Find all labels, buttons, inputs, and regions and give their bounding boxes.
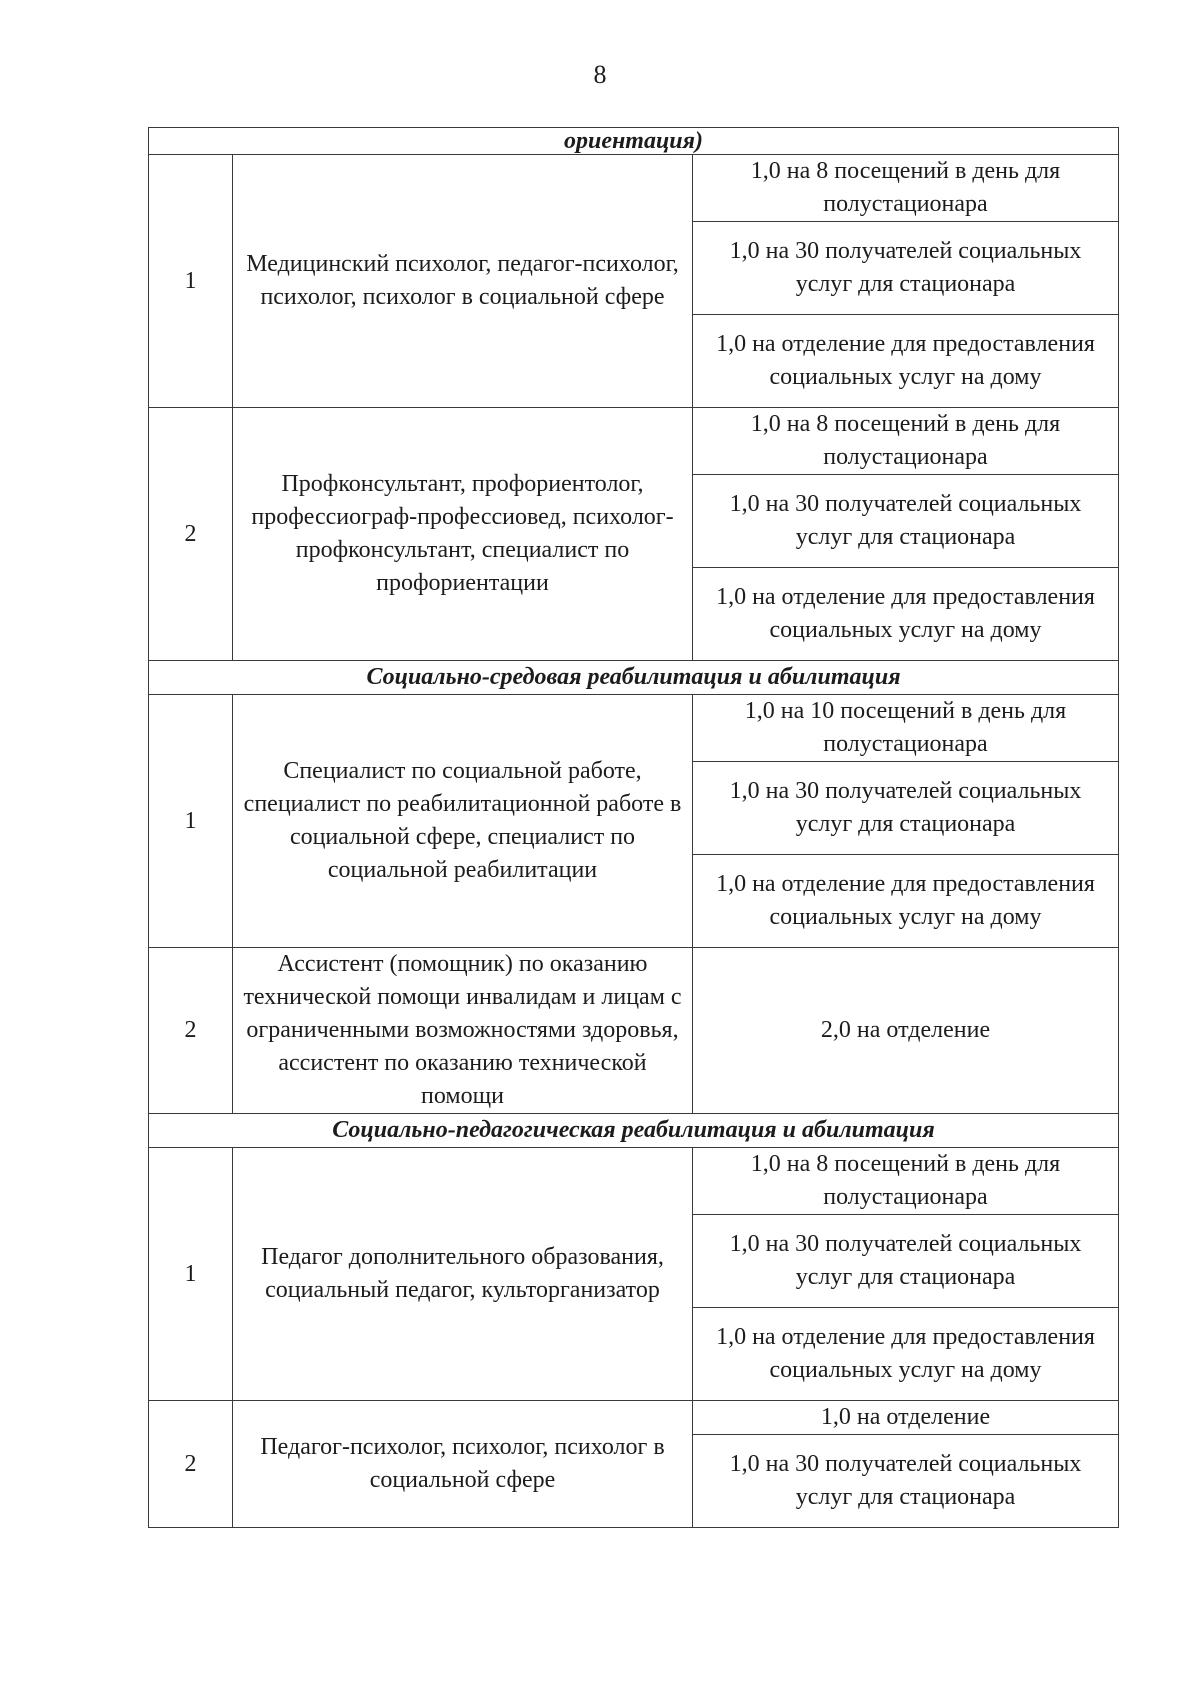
section-title: ориентация) [149,128,1119,155]
norm-cell: 1,0 на 8 посещений в день для полустационара [693,1148,1119,1215]
position-cell: Ассистент (помощник) по оказанию технической помощи инвалидам и лицам с ограниченными возможностями здоровья, ассистент по оказанию технической помощи [233,948,693,1114]
norm-cell: 1,0 на 30 получателей социальных услуг для стационара [693,1435,1119,1528]
section-title: Социально-средовая реабилитация и абилитация [149,661,1119,695]
norm-cell: 1,0 на 30 получателей социальных услуг для стационара [693,762,1119,855]
row-number: 2 [149,408,233,661]
position-cell: Специалист по социальной работе, специалист по реабилитационной работе в социальной сфере, специалист по социальной реабилитации [233,695,693,948]
norm-cell: 1,0 на отделение [693,1401,1119,1435]
row-number: 2 [149,948,233,1114]
norm-cell: 1,0 на 8 посещений в день для полустационара [693,155,1119,222]
page-number: 8 [593,60,607,89]
norm-cell: 1,0 на 8 посещений в день для полустационара [693,408,1119,475]
position-cell: Педагог-психолог, психолог, психолог в социальной сфере [233,1401,693,1528]
norm-cell: 1,0 на отделение для предоставления социальных услуг на дому [693,315,1119,408]
section-title: Социально-педагогическая реабилитация и абилитация [149,1114,1119,1148]
position-cell: Медицинский психолог, педагог-психолог, психолог, психолог в социальной сфере [233,155,693,408]
staff-norms-table [148,127,1119,1528]
norm-cell: 1,0 на отделение для предоставления социальных услуг на дому [693,855,1119,948]
row-number: 1 [149,695,233,948]
row-number: 1 [149,155,233,408]
position-cell: Профконсультант, профориентолог, профессиограф-профессиовед, психолог-профконсультант, специалист по профориентации [233,408,693,661]
norm-cell: 1,0 на отделение для предоставления социальных услуг на дому [693,568,1119,661]
norm-cell: 1,0 на 10 посещений в день для полустационара [693,695,1119,762]
norm-cell: 1,0 на 30 получателей социальных услуг для стационара [693,475,1119,568]
position-cell: Педагог дополнительного образования, социальный педагог, культорганизатор [233,1148,693,1401]
norm-cell: 2,0 на отделение [693,948,1119,1114]
row-number: 2 [149,1401,233,1528]
norm-cell: 1,0 на 30 получателей социальных услуг для стационара [693,222,1119,315]
norm-cell: 1,0 на отделение для предоставления социальных услуг на дому [693,1308,1119,1401]
row-number: 1 [149,1148,233,1401]
norm-cell: 1,0 на 30 получателей социальных услуг для стационара [693,1215,1119,1308]
